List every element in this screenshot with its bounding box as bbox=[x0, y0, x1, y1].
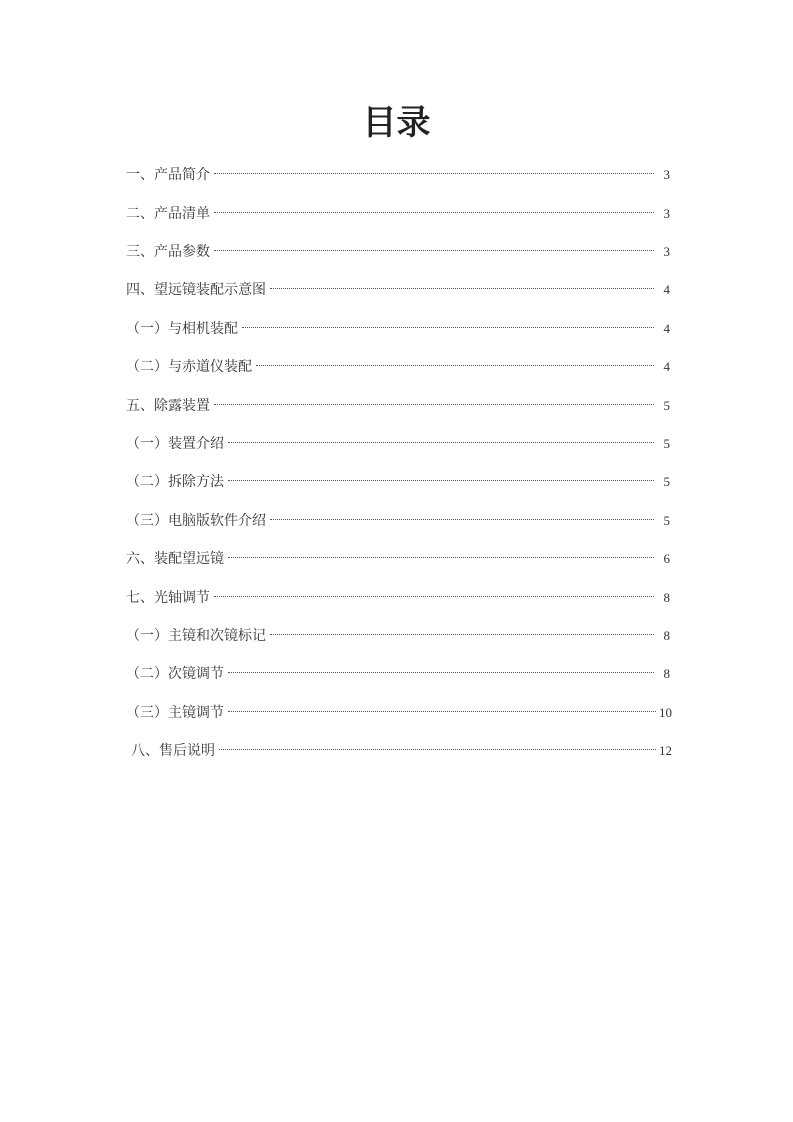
toc-entry-page: 5 bbox=[663, 398, 670, 413]
toc-entry-label: （一）与相机装配 bbox=[126, 321, 238, 337]
toc-entry-label: （二）次镜调节 bbox=[126, 666, 224, 682]
toc-entry-page: 8 bbox=[663, 590, 670, 605]
toc-entry-label: （一）主镜和次镜标记 bbox=[126, 628, 266, 644]
toc-leader-dots bbox=[270, 501, 654, 520]
toc-entry-page: 12 bbox=[659, 743, 672, 758]
toc-entry[interactable] bbox=[126, 467, 670, 491]
toc-entry-page: 3 bbox=[663, 206, 670, 221]
toc-entry-page: 4 bbox=[663, 359, 670, 374]
toc-entry[interactable] bbox=[126, 621, 670, 645]
toc-entry[interactable] bbox=[126, 391, 670, 415]
toc-entry[interactable] bbox=[126, 275, 670, 299]
toc-entry-page: 5 bbox=[663, 436, 670, 451]
toc-leader-dots bbox=[242, 309, 654, 328]
toc-entry-page: 5 bbox=[663, 513, 670, 528]
toc-entry[interactable] bbox=[126, 506, 670, 530]
toc-entry-page: 3 bbox=[663, 244, 670, 259]
toc-entry-page: 6 bbox=[663, 551, 670, 566]
toc-entry[interactable] bbox=[126, 160, 670, 184]
toc-leader-dots bbox=[228, 539, 654, 558]
toc-leader-dots bbox=[228, 654, 654, 673]
toc-leader-dots bbox=[270, 270, 654, 289]
toc-leader-dots bbox=[214, 232, 654, 251]
toc-entry-page: 4 bbox=[663, 282, 670, 297]
toc-entry-label: 七、光轴调节 bbox=[126, 590, 210, 606]
toc-entry-label: 一、产品简介 bbox=[126, 167, 210, 183]
toc-entry[interactable] bbox=[126, 544, 670, 568]
toc-entry-page: 4 bbox=[663, 321, 670, 336]
toc-entry-label: 六、装配望远镜 bbox=[126, 551, 224, 567]
toc-leader-dots bbox=[214, 194, 654, 213]
toc-entry-page: 5 bbox=[663, 474, 670, 489]
toc-entry-label: （三）电脑版软件介绍 bbox=[126, 513, 266, 529]
toc-entry-label: 三、产品参数 bbox=[126, 244, 210, 260]
toc-entry[interactable] bbox=[126, 583, 670, 607]
toc-entry[interactable] bbox=[126, 429, 670, 453]
toc-entry-label: （二）拆除方法 bbox=[126, 474, 224, 490]
toc-entry-label: （三）主镜调节 bbox=[126, 705, 224, 721]
toc-leader-dots bbox=[214, 578, 654, 597]
toc-leader-dots bbox=[228, 424, 654, 443]
toc-entry-label: 五、除露装置 bbox=[126, 398, 210, 414]
toc-leader-dots bbox=[228, 462, 654, 481]
toc-entry[interactable] bbox=[126, 199, 670, 223]
toc-leader-dots bbox=[214, 155, 654, 174]
toc-leader-dots bbox=[256, 347, 654, 366]
toc-leader-dots bbox=[270, 616, 654, 635]
toc-entry-page: 8 bbox=[663, 628, 670, 643]
toc-leader-dots bbox=[214, 386, 654, 405]
toc-entry-page: 10 bbox=[659, 705, 672, 720]
toc-entry-label: （二）与赤道仪装配 bbox=[126, 359, 252, 375]
toc-entry-label: （一）装置介绍 bbox=[126, 436, 224, 452]
toc-entry-label: 八、售后说明 bbox=[131, 743, 215, 759]
page-title: 目录 bbox=[362, 103, 431, 143]
toc-entry-page: 3 bbox=[663, 167, 670, 182]
toc-entry-label: 四、望远镜装配示意图 bbox=[126, 282, 266, 298]
toc-entry[interactable] bbox=[126, 698, 672, 722]
toc-entry-label: 二、产品清单 bbox=[126, 206, 210, 222]
toc-entry-page: 8 bbox=[663, 666, 670, 681]
toc-entry[interactable] bbox=[126, 237, 670, 261]
toc-leader-dots bbox=[228, 693, 656, 712]
toc-entry[interactable] bbox=[126, 659, 670, 683]
toc-entry[interactable] bbox=[126, 314, 670, 338]
toc-entry[interactable] bbox=[126, 352, 670, 376]
toc-entry[interactable] bbox=[131, 736, 672, 760]
toc-leader-dots bbox=[219, 731, 656, 750]
